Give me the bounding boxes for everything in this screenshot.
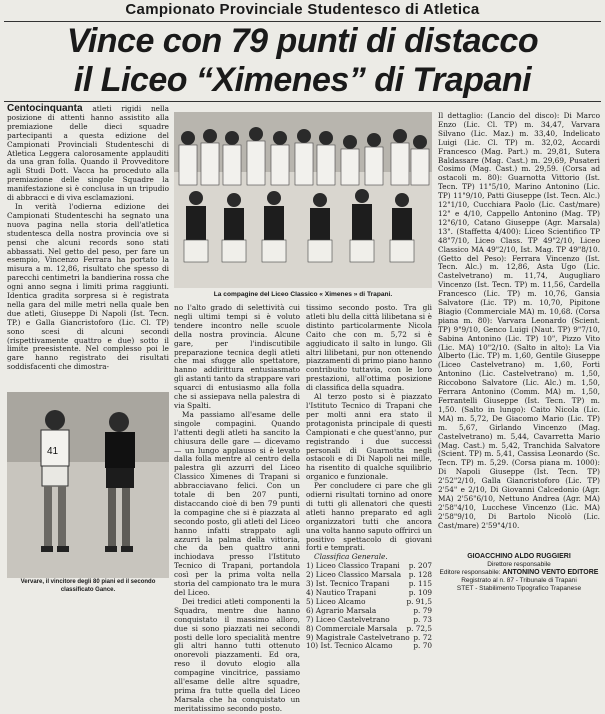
- editor-name: ANTONINO VENTO EDITORE: [502, 569, 599, 576]
- classification-team: 10) Ist. Tecnico Alcamo: [306, 641, 393, 651]
- registration-line: Registrato al n. 87 - Tribunale di Trapani: [461, 577, 577, 584]
- column-3-text-2: Al terzo posto si è piazzato l'Istituto Tecnico di Trapani che per molti anni era stato il protagonista principale di questi Campionati e che quest'anno, pur registrando i due successi personali di Guarnotta negli ostacoli e di Di Napoli nei mille, ha risentito di qualche squilibrio organico e funzionale.: [306, 392, 432, 482]
- headline-line-1: Vince con 79 punti di distacco: [66, 22, 539, 60]
- director-name: GIOACCHINO ALDO RUGGIERI: [467, 553, 571, 560]
- headline-line-2: il Liceo “Ximenes” di Trapani: [73, 61, 532, 99]
- classification-points: p. 72,5: [406, 623, 432, 633]
- column-2-top: no l'alto grado di selettività cui negli ultimi tempi si è voluto tendere incontro nelle scuole della nostra provincia. Alcune gare, per l'indiscutibile preparazione tecnica degli atleti che mai sfugge allo spettatore, hanno addirittura entusiasmato gli astanti tanto da strappare vari squarci di entusiasmo alla folla che si assiepava nella palestra di via Spalti.: [174, 303, 300, 410]
- classification-points: p. 207: [408, 561, 432, 571]
- classification-team: 4) Nautico Trapani: [306, 588, 377, 597]
- column-4-body: [438, 112, 600, 550]
- team-photo-caption: La compagine del Liceo Classico « Ximenes » di Trapani.: [213, 291, 393, 298]
- winners-photo: [7, 392, 169, 578]
- winners-photo-caption: Vervare, il vincitore degli 80 piani ed il secondo classificato Gance.: [20, 579, 156, 593]
- column-2-body: [174, 303, 300, 713]
- printer-line: STET - Stabilimento Tipografico Trapanese: [456, 585, 582, 592]
- column-2-text-2: Dei tredici atleti componenti la Squadra, mentre due hanno conquistato il massimo alloro, due si sono piazzati nei secondi posti delle loro specialità mentre gli altri hanno tutti ottenuto onorevoli piazzamenti. Ed ora, reso il dovuto elogio alla compagine vincitrice, passiamo all'esame delle altre squadre, prima fra tutte quella del Liceo Marsala che ha conquistato un meritatissimo secondo posto.: [174, 596, 300, 713]
- classification-team: 3) Ist. Tecnico Trapani: [306, 579, 390, 589]
- classification-team: 7) Liceo Castelvetrano: [306, 614, 390, 624]
- headline-rule: [4, 101, 601, 102]
- classification-team: 5) Liceo Alcamo: [306, 596, 366, 606]
- column-1-text-2: In verità l'odierna edizione dei Campionati Studenteschi ha segnato una nuova pagina nella storia dell'atletica studentesca della nostra provincia ove si pensi che alcuni records sono stati abbassati. Nel getto del peso, per fare un esempio, Vincenzo Ferrara ha portato la misura a m. 12,86, risultato che spesso di parecchi centimetri la bandierina rossa che ogni anno segna i limiti prima raggiunti. Identica gradita sorpresa si è registrata nella gara del mille metri nella quale ben due atleti, Giuseppe Di Napoli (Ist. Tecn. TP.) e Galla Giancristoforo (Lic. Cl. TP) sono scesi di alcuni secondi (rispettivamente quattro e due) sotto il limite preesistente. Nel complesso poi le gare hanno registrato dei risultati soddisfacenti che dimostra-: [7, 201, 169, 372]
- classification-points: p. 91,5: [406, 596, 432, 606]
- column-1-body: [7, 105, 169, 388]
- classification-points: p. 72: [413, 632, 432, 642]
- editor-prefix: Editore responsabile:: [439, 569, 501, 576]
- svg-text:41: 41: [47, 446, 59, 457]
- classification-team: 6) Agrario Marsala: [306, 605, 377, 615]
- classification-points: p. 73: [413, 614, 432, 624]
- lead-word: Centocinquanta: [7, 103, 83, 114]
- classification-points: p. 115: [408, 579, 432, 589]
- team-photo: [174, 112, 432, 288]
- classification-points: p. 128: [408, 570, 432, 580]
- column-1-text: atleti rigidi nella posizione di attenti hanno assistito alla premiazione delle dieci squadre partecipanti a questa edizione del Campionati Provinciali Studenteschi di Atletica Leggera calorosamente applauditi da una gran folla. Quando il Provveditore agli Studi Dott. Vacca ha proceduto alla premiazione delle singole Squadre la manifestazione si è conclusa in un tripudio di abbracci e di viva esclamazioni.: [7, 104, 169, 203]
- classification-title: Classifica Generale.: [314, 552, 388, 562]
- column-3-text-3: Per concludere ci pare che gli odierni risultati tornino ad onore di tutti gli allenatori che questi atleti hanno preparato ed agli organizzatori tutti che ancora una volta hanno saputo offrirci un positivo spettacolo di giovani forti e temprati.: [306, 481, 432, 553]
- classification-points: p. 79: [413, 605, 432, 615]
- column-3-body: [306, 303, 432, 651]
- classification-team: 8) Commerciale Marsala: [306, 623, 398, 633]
- director-role: Direttore responsabile: [487, 561, 551, 568]
- column-4-text: Il dettaglio: (Lancio del disco): Di Marco Enzo (Lic. Cl. TP) m. 34,47, Varvara Silvano (Lic. Maz.) m. 33,40, Indelicato Luigi (Lic. Cl. TP) m. 32,02, Accardi Francesco (Mag. Part.) m. 29,81, Sutera Baldassare (Mag. Cast.) m. 29,69, Pusateri Cosimo (Mag. Cast.) m. 29,59. (Corsa ad ostacoli m. 80): Guarnotta Vittorio (Ist. Tecn. TP) 11"5/10, Marino Antonino (Lic. TP) 11"9/10, Patti Giuseppe (Ist. Tecn. Alc.) 12"1/10, Cucchiara Paolo (Lic. Cast/mare) 12" e 4/10, Cappello Antonino (Mag. TP) 12"6/10, Catano Giuseppe (Agr. Marsala) 13". (Staffetta 4/400): Liceo Scientifico TP 48"7/10, Liceo Class. TP 49"2/10, Liceo Classico MA 49"2/10, Ist. Mag. TP 49"8/10. (Getto del Peso): Ferrara Vincenzo (Ist. Tecn. Alc.) m. 12,86, Asta Ugo (Lic. Castelvetrano) m. 11,74, Augugliaro Vincenzo (Ist. Tecn. TP) m. 11,56, Cardella Francesco (Lic. TP) m. 10,76, Gansia Salvatore (Lic. TP) m. 10,70, Pipitone Biagio (Commerciale MA) m. 10,68. (Corsa piana m. 80): Varvara Leonardo (Scient. TP) 9"9/10, Genco Luigi (Naut. TP) 9"7/10, Sabina Antonino (Lic. TP) 10", Pizzo Vito (Lic. MA) 10"2/10. (Salto in alto): La Via Alberto (Lic. TP) m. 1,60, Gentile Giuseppe (Liceo Castelvetrano) m. 1,60, Forti Antonino (Lic. Castelvetrano) m. 1,50, Riccobono Salvatore (Lic. Alc.) m. 1,50, Ferrara Antonino (Comm. MA) m. 1,50, Ferrantelli Giuseppe (Ist. Tecn. TP) m. 1,50. (Salto in lungo): Caito Nicola (Lic. MA) m. 5,72, De Giacomo Mario (Lic. TP) m. 5,67, Girlando Vincenzo (Mag. Castelvetrano) m. 5,44, Cavarretta Mario (Mag. Cast.) m. 5,42, Tranchida Salvatore (Scient. TP) m. 5,41, Cassisa Leonardo (Sc. Tecn. TP) m. 5,29. (Corsa piana m. 1000): Di Napoli Giuseppe (Ist. Tecn. TP) 2'52"2/10, Galla Giancristoforo (Lic. TP) 2'54" e 2/10, Di Giovanni Calcedonio (Agr. MA) 2'56"6/10, Nettuno Andrea (Agr. MA) 2'58"4/10, Lucchese Vincenzo (Lic. MA) 2'58"9/10, Di Bartolo Nicolò (Lic. Cast/mare) 2'59"4/10.: [438, 111, 600, 530]
- classification-points: p. 70: [413, 641, 432, 651]
- column-3-text: tissimo secondo posto. Tra gli atleti blu della città lilibetana si è distinto particolarmente Nicola Caito che con m. 5,72 si è aggiudicato il salto in lungo. Gli altri lilibetani, pur non ottenendo piazzamenti di primo piano hanno contribuito tuttavia, con le loro prestazioni, all'ottima posizione di classifica della squadra.: [306, 303, 432, 393]
- classification-team: 2) Liceo Classico Marsala: [306, 570, 402, 580]
- classification-list: [306, 562, 432, 651]
- column-2-text: Ma passiamo all'esame delle singole compagini. Quando l'attenti degli atleti ha sancito la chiusura delle gare — dicevamo — un lungo applauso si è levato dalla folla mentre al centro della palestra gli azzurri del Liceo Classico Ximenes di Trapani si abbracciavano felici. Con un totale di ben 207 punti, distaccando cioè di ben 79 punti la compagine che si è piazzata al secondo posto, gli atleti del Liceo hanno infatti strappato agli azzurri la palma della vittoria, che da ben quattro anni inchiodava presso l'Istituto Tecnico di Trapani, portandola così per la prima volta nella storia del campionato tra le mura del Liceo.: [174, 409, 300, 597]
- signature-block: [438, 553, 600, 593]
- classification-team: 9) Magistrale Castelvetrano: [306, 632, 410, 642]
- classification-row: [306, 642, 432, 651]
- kicker-title: Campionato Provinciale Studentesco di Atletica: [125, 1, 480, 18]
- classification-points: p. 109: [408, 588, 432, 597]
- classification-team: 1) Liceo Classico Trapani: [306, 561, 400, 571]
